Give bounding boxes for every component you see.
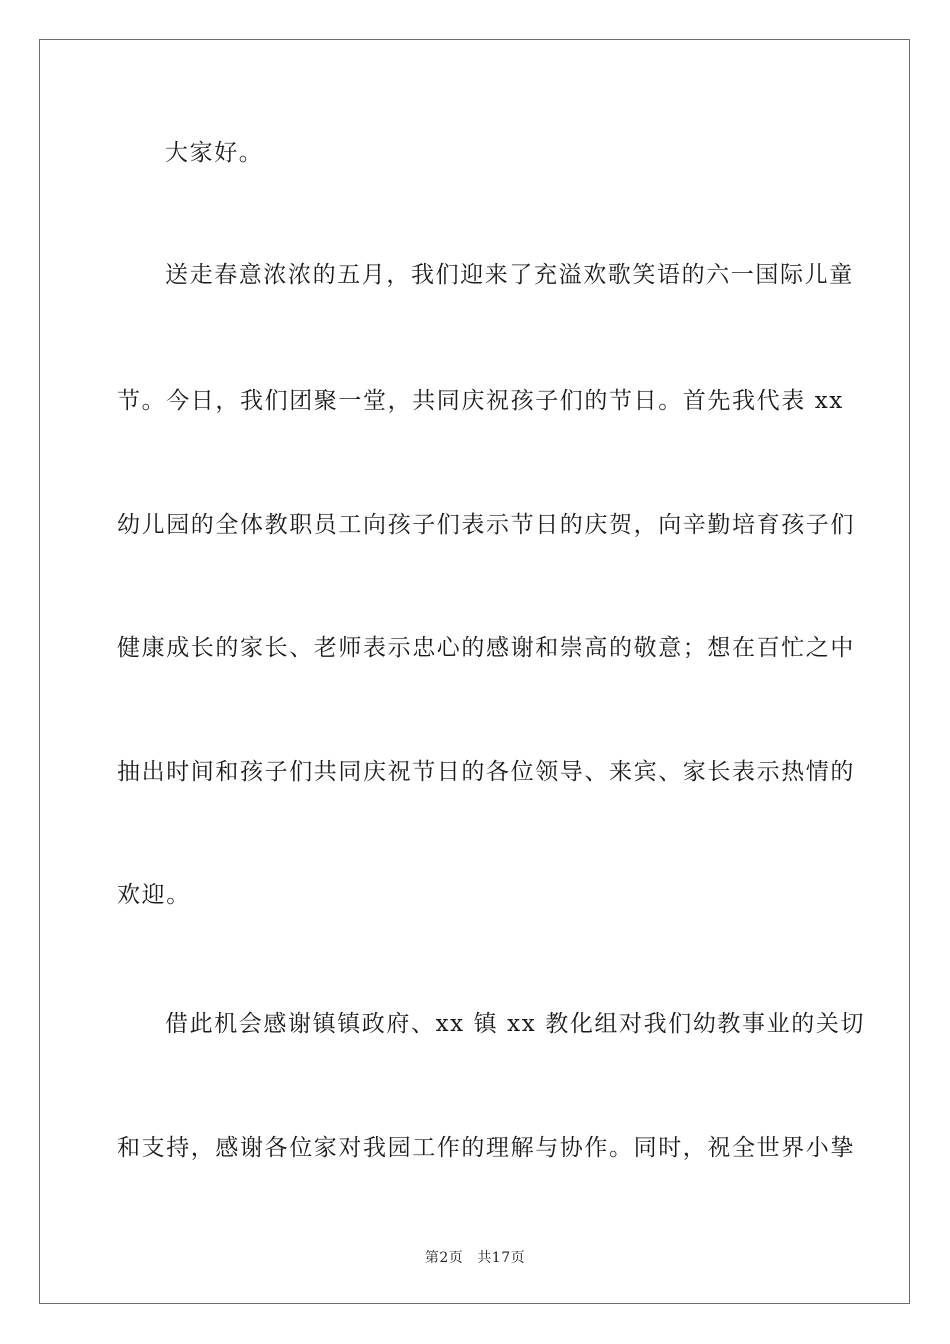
page-border <box>39 39 910 1304</box>
paragraph-2-line-2: 和支持，感谢各位家对我园工作的理解与协作。同时，祝全世界小挚 <box>117 1135 855 1161</box>
page-footer <box>0 1247 950 1267</box>
paragraph-2-line-1: 借此机会感谢镇镇政府、xx 镇 xx 教化组对我们幼教事业的关切 <box>165 1011 866 1037</box>
paragraph-1-line-1: 送走春意浓浓的五月，我们迎来了充溢欢歌笑语的六一国际儿童 <box>165 262 854 288</box>
paragraph-1-line-4: 健康成长的家长、老师表示忠心的感谢和崇高的敬意；想在百忙之中 <box>117 635 855 661</box>
greeting-line: 大家好。 <box>165 140 264 166</box>
page-number: 第2页 <box>424 1250 464 1266</box>
paragraph-1-line-3: 幼儿园的全体教职员工向孩子们表示节日的庆贺，向辛勤培育孩子们 <box>117 512 855 538</box>
paragraph-1-line-5: 抽出时间和孩子们共同庆祝节日的各位领导、来宾、家长表示热情的 <box>117 759 855 785</box>
paragraph-1-line-6: 欢迎。 <box>117 882 191 908</box>
paragraph-1-line-2: 节。今日，我们团聚一堂，共同庆祝孩子们的节日。首先我代表 xx <box>117 388 844 414</box>
page-total: 共17页 <box>477 1250 526 1266</box>
